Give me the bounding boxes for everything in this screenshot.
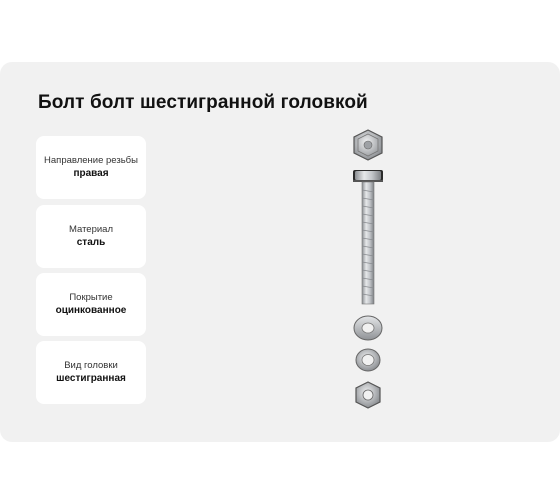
- spec-value: шестигранная: [56, 373, 126, 384]
- spec-card-material: [36, 205, 146, 268]
- spring-washer-icon: [356, 349, 380, 371]
- spec-label: Вид головки: [64, 360, 118, 371]
- spec-label: Покрытие: [69, 292, 113, 303]
- spec-card-head-type: [36, 341, 146, 404]
- nut-top-icon: [354, 130, 382, 160]
- spec-label: Направление резьбы: [44, 155, 138, 166]
- spec-card-coating: [36, 273, 146, 336]
- bolt-kit-image: [336, 124, 400, 414]
- hex-nut-icon: [356, 382, 380, 408]
- flat-washer-icon: [354, 316, 382, 340]
- spec-value: оцинкованное: [55, 305, 127, 316]
- spec-card-thread-direction: [36, 136, 146, 199]
- spec-value: правая: [73, 168, 109, 179]
- product-title: Болт болт шестигранной головкой: [38, 92, 368, 113]
- spec-value: сталь: [76, 237, 106, 248]
- bolt-icon: [353, 170, 383, 304]
- spec-label: Материал: [68, 224, 114, 235]
